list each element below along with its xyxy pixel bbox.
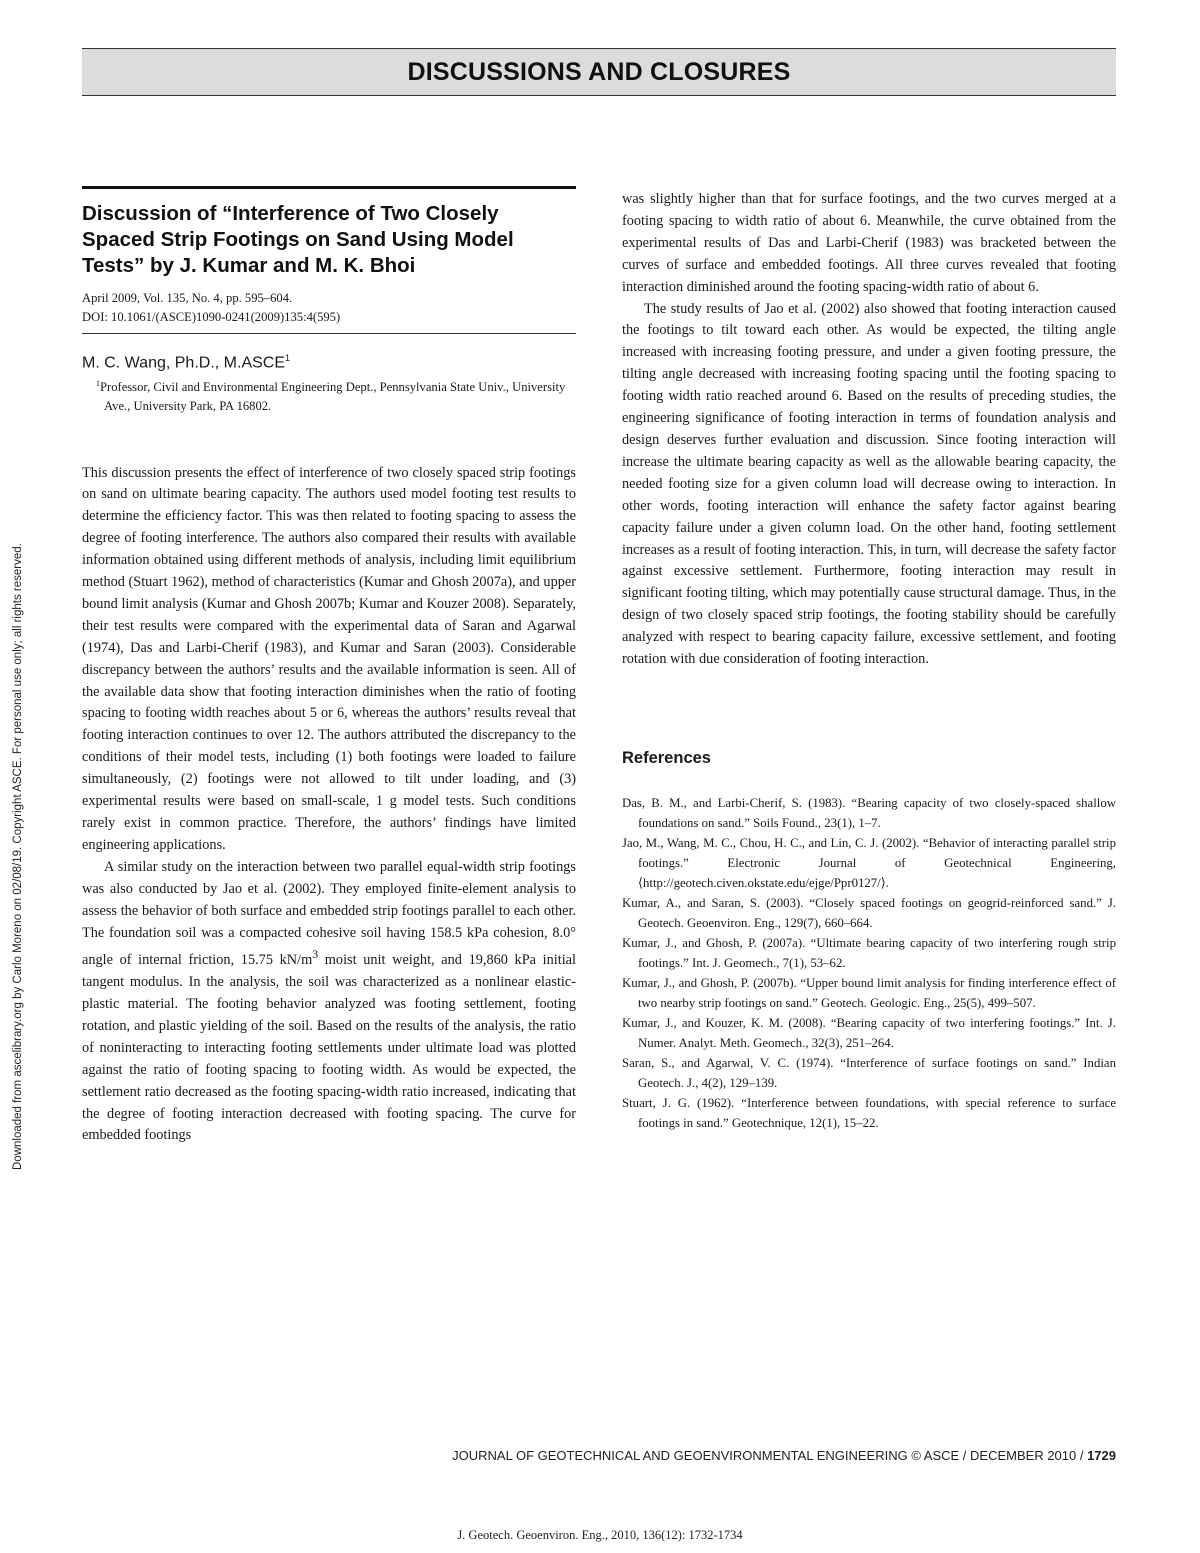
paragraph-2-part-a: A similar study on the interaction between two parallel equal-width strip footings was also conducted by Jao et al. (2002). They employed finite-element analysis to assess the behavior of both surface and embedded strip footings parallel to each other. The foundation soil was a compacted cohesive soil having 158.5 kPa cohesion, 8.0° angle of internal friction, 15.75 kN/m <box>82 858 576 969</box>
download-notice <box>0 0 40 1553</box>
section-banner-title: DISCUSSIONS AND CLOSURES <box>407 57 791 86</box>
citation-doi: DOI: 10.1061/(ASCE)1090-0241(2009)135:4(595) <box>82 310 341 324</box>
reference-item: Kumar, J., and Kouzer, K. M. (2008). “Bearing capacity of two interfering footings.” Int. J. Numer. Analyt. Meth. Geomech., 32(3), 251–264. <box>622 1015 1116 1050</box>
page-number: 1729 <box>1087 1448 1116 1463</box>
paragraph-2-part-b: moist unit weight, and 19,860 kPa initial tangent modulus. In the analysis, the soil was characterized as a nonlinear elastic-plastic material. The footing behavior analyzed was footing settlement, footing rotation, and plastic yielding of the soil. Based on the results of the analysis, the ratio of noninteracting to interacting footing settlements under ultimate load was plotted against the ratio of footing spacing to footing width. As would be expected, the settlement ratio decreased as the footing spacing-width ratio increased, indicating that the degree of footing interaction decreased with footing spacing. The curve for embedded footings <box>82 952 576 1144</box>
references-list <box>622 793 1116 1133</box>
title-rule <box>82 186 576 189</box>
bottom-citation: J. Geotech. Geoenviron. Eng., 2010, 136(12): 1732-1734 <box>457 1528 743 1542</box>
original-citation <box>82 289 576 327</box>
references-heading: References <box>622 748 711 767</box>
paragraph-1: This discussion presents the effect of interference of two closely spaced strip footings on sand on ultimate bearing capacity. The authors used model footing test results to determine the efficiency factor. This was then related to footing spacing to assess the degree of footing interference. The authors also compared their results with available information obtained using different methods of analysis, including limit equilibrium method (Stuart 1962), method of characteristics (Kumar and Ghosh 2007a), and upper bound limit analysis (Kumar and Ghosh 2007b; Kumar and Kouzer 2008). Separately, their test results were compared with the experimental data of Saran and Agarwal (1974), Das and Larbi-Cherif (1983), and Kumar and Saran (2003). Considerable discrepancy between the authors’ results and the available information is seen. All of the available data show that footing interaction diminishes when the ratio of footing spacing to footing width reaches about 5 or 6, whereas the authors’ results reveal that footing interaction continues to over 12. The authors attributed the discrepancy to the conditions of their model tests, including (1) both footings were loaded to failure simultaneously, (2) footings were not allowed to tilt under loading, and (3) experimental results were based on small-scale, 1 g model tests. Such conditions rarely exist in common practice. Therefore, the authors’ findings have limited engineering applications. <box>82 464 576 853</box>
discussion-title: Discussion of “Interference of Two Closely Spaced Strip Footings on Sand Using Model Tests” by J. Kumar and M. K. Bhoi <box>82 202 514 277</box>
reference-item: Kumar, J., and Ghosh, P. (2007a). “Ultimate bearing capacity of two interfering rough strip footings.” Int. J. Geomech., 7(1), 53–62. <box>622 935 1116 970</box>
download-notice-text: Downloaded from ascelibrary.org by Carlo Moreno on 02/08/19. Copyright ASCE. For personal use only; all rights reserved. <box>12 543 24 1170</box>
right-column <box>622 189 1116 1133</box>
reference-item: Jao, M., Wang, M. C., Chou, H. C., and Lin, C. J. (2002). “Behavior of interacting parallel strip footings.” Electronic Journal of Geotechnical Engineering, ⟨http://geotech.civen.okstate.edu/ejge/Ppr0127/⟩. <box>622 835 1116 890</box>
citation-issue: April 2009, Vol. 135, No. 4, pp. 595–604. <box>82 291 293 305</box>
paragraph-3: The study results of Jao et al. (2002) also showed that footing interaction caused the footings to tilt toward each other. As would be expected, the tilting angle increased with increasing footing pressure, and under a given footing pressure, the tilting angle decreased with increasing footing spacing until the footing spacing to footing width ratio reached around 6. Based on the results of preceding studies, the engineering significance of footing interaction in terms of foundation analysis and design deserves further evaluation and discussion. Since footing interaction will increase the ultimate bearing capacity as well as the allowable bearing capacity, the needed footing size for a given column load will decrease owing to interaction. In other words, footing interaction will enhance the safety factor against bearing capacity failure under a given column load. On the other hand, footing settlement increases as a result of footing interaction. This, in turn, will decrease the safety factor against excessive settlement. Furthermore, footing interaction may result in significant footing tilting, which may potentially cause structural damage. Thus, in the design of two closely spaced strip footings, the footing stability should be carefully analyzed with respect to bearing capacity failure, excessive settlement, and footing rotation with due consideration of footing interaction. <box>622 300 1116 668</box>
author-line <box>82 353 576 372</box>
reference-item: Kumar, A., and Saran, S. (2003). “Closely spaced footings on geogrid-reinforced sand.” J. Geotech. Geoenviron. Eng., 129(7), 660–664. <box>622 895 1116 930</box>
reference-item: Das, B. M., and Larbi-Cherif, S. (1983). “Bearing capacity of two closely-spaced shallow foundations on sand.” Soils Found., 23(1), 1–7. <box>622 795 1116 830</box>
reference-item: Kumar, J., and Ghosh, P. (2007b). “Upper bound limit analysis for finding interference effect of two nearby strip footings on sand.” Geotech. Geologic. Eng., 25(5), 499–507. <box>622 975 1116 1010</box>
paragraph-2-superscript: 3 <box>312 947 319 962</box>
left-column <box>82 186 576 1147</box>
journal-footer-text: JOURNAL OF GEOTECHNICAL AND GEOENVIRONMENTAL ENGINEERING © ASCE / DECEMBER 2010 / <box>452 1448 1088 1463</box>
author-affiliation <box>82 375 576 415</box>
journal-footer <box>452 1448 1116 1463</box>
paragraph-2 <box>82 857 576 1148</box>
section-banner <box>82 48 1116 96</box>
reference-item: Saran, S., and Agarwal, V. C. (1974). “Interference of surface footings on sand.” Indian Geotech. J., 4(2), 129–139. <box>622 1055 1116 1090</box>
author-name: M. C. Wang, Ph.D., M.ASCE <box>82 354 286 372</box>
body-left <box>82 463 576 1148</box>
author-footnote-mark: 1 <box>285 353 291 363</box>
body-right <box>622 189 1116 671</box>
reference-item: Stuart, J. G. (1962). “Interference between foundations, with special reference to surface footings in sand.” Geotechnique, 12(1), 15–22. <box>622 1095 1116 1130</box>
citation-rule <box>82 333 576 334</box>
paragraph-2-continued: was slightly higher than that for surface footings, and the two curves merged at a footing spacing to width ratio of about 6. Meanwhile, the curve obtained from the experimental results of Das and Larbi-Cherif (1983) was bracketed between the curves of surface and embedded footings. All three curves revealed that footing interaction diminished around the footing spacing-width ratio of about 6. <box>622 191 1116 295</box>
affiliation-text: Professor, Civil and Environmental Engineering Dept., Pennsylvania State Univ., University Ave., University Park, PA 16802. <box>100 380 566 414</box>
affiliation-footnote-mark: 1 <box>96 379 100 389</box>
